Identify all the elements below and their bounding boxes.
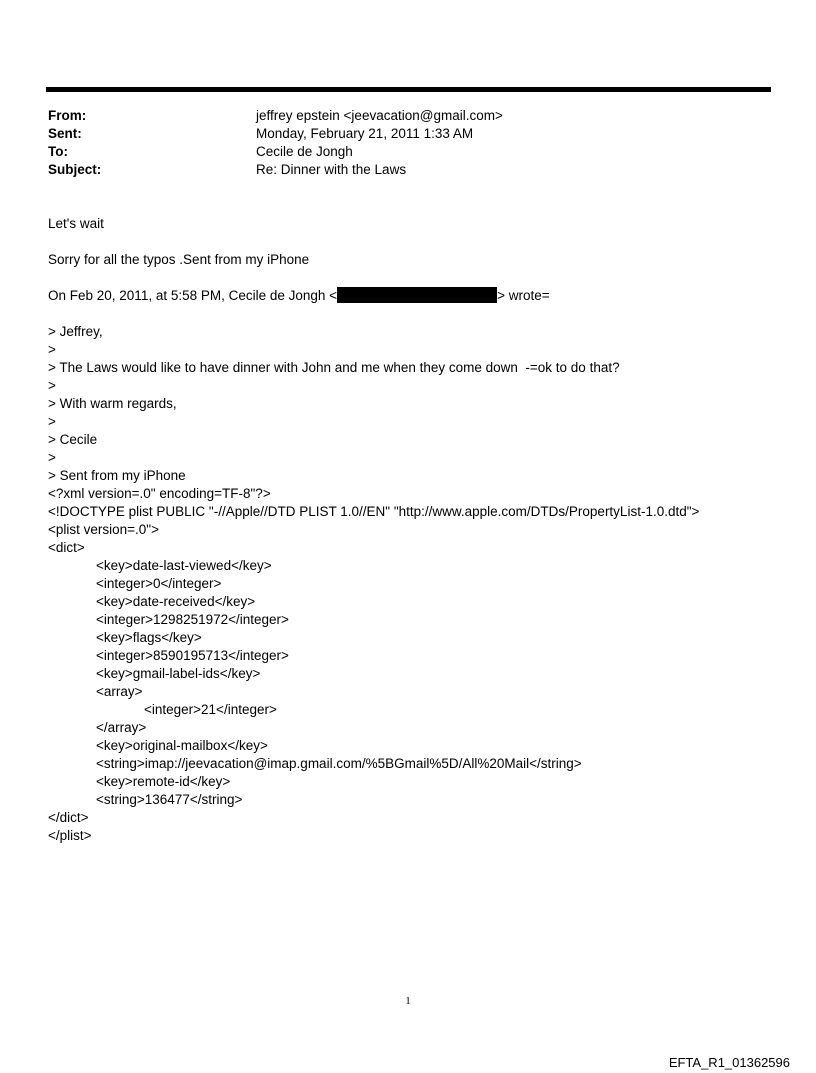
to-row: [48, 143, 503, 161]
attribution-line: [48, 287, 699, 305]
from-value: jeffrey epstein <jeevacation@gmail.com>: [256, 108, 503, 123]
sent-row: [48, 125, 503, 143]
quoted-message: [48, 323, 699, 485]
plist-line: <dict>: [48, 540, 85, 555]
quoted-line: > Jeffrey,: [48, 324, 103, 339]
plist-line: <integer>0</integer>: [96, 576, 222, 591]
plist-line: <key>original-mailbox</key>: [96, 738, 268, 753]
subject-label: Subject:: [48, 162, 102, 177]
quoted-line: > Sent from my iPhone: [48, 468, 186, 483]
from-row: [48, 107, 503, 125]
attribution-after: > wrote=: [497, 288, 550, 303]
quoted-line: > With warm regards,: [48, 396, 177, 411]
quoted-line: >: [48, 450, 56, 465]
plist-line: <plist version=.0">: [48, 522, 159, 537]
plist-line: <?xml version=.0" encoding=TF-8"?>: [48, 486, 271, 501]
signature-text: Sorry for all the typos .Sent from my iPhone: [48, 252, 310, 267]
to-label: To:: [48, 144, 68, 159]
plist-line: <integer>8590195713</integer>: [96, 648, 289, 663]
plist-line: <key>remote-id</key>: [96, 774, 231, 789]
from-label: From:: [48, 108, 87, 123]
page-number: 1: [405, 995, 411, 1007]
redaction-box: [337, 287, 497, 303]
subject-value: Re: Dinner with the Laws: [256, 162, 407, 177]
to-value: Cecile de Jongh: [256, 144, 353, 159]
plist-line: <integer>1298251972</integer>: [96, 612, 289, 627]
sent-label: Sent:: [48, 126, 82, 141]
quoted-line: > The Laws would like to have dinner with John and me when they come down -=ok to do that?: [48, 360, 620, 375]
subject-row: [48, 161, 503, 179]
plist-line: <string>imap://jeevacation@imap.gmail.com/%5BGmail%5D/All%20Mail</string>: [96, 756, 582, 771]
email-body: [48, 215, 699, 845]
plist-line: <string>136477</string>: [96, 792, 243, 807]
plist-line: </plist>: [48, 828, 92, 843]
header-rule: [46, 87, 771, 92]
email-header: [48, 107, 503, 179]
plist-line: <!DOCTYPE plist PUBLIC "-//Apple//DTD PLIST 1.0//EN" "http://www.apple.com/DTDs/PropertyList-1.0.dtd">: [48, 504, 700, 519]
plist-line: </array>: [96, 720, 147, 735]
bates-number: EFTA_R1_01362596: [668, 1055, 790, 1070]
quoted-line: > Cecile: [48, 432, 98, 447]
plist-line: <integer>21</integer>: [144, 702, 277, 717]
plist-line: <key>flags</key>: [96, 630, 202, 645]
attribution-before: On Feb 20, 2011, at 5:58 PM, Cecile de Jongh <: [48, 288, 338, 303]
quoted-line: >: [48, 378, 56, 393]
sent-value: Monday, February 21, 2011 1:33 AM: [256, 126, 474, 141]
plist-line: </dict>: [48, 810, 89, 825]
plist-line: <array>: [96, 684, 143, 699]
quoted-line: >: [48, 342, 56, 357]
reply-text: Let's wait: [48, 216, 104, 231]
plist-line: <key>gmail-label-ids</key>: [96, 666, 261, 681]
plist-block: [48, 485, 699, 845]
plist-line: <key>date-received</key>: [96, 594, 256, 609]
plist-line: <key>date-last-viewed</key>: [96, 558, 272, 573]
quoted-line: >: [48, 414, 56, 429]
